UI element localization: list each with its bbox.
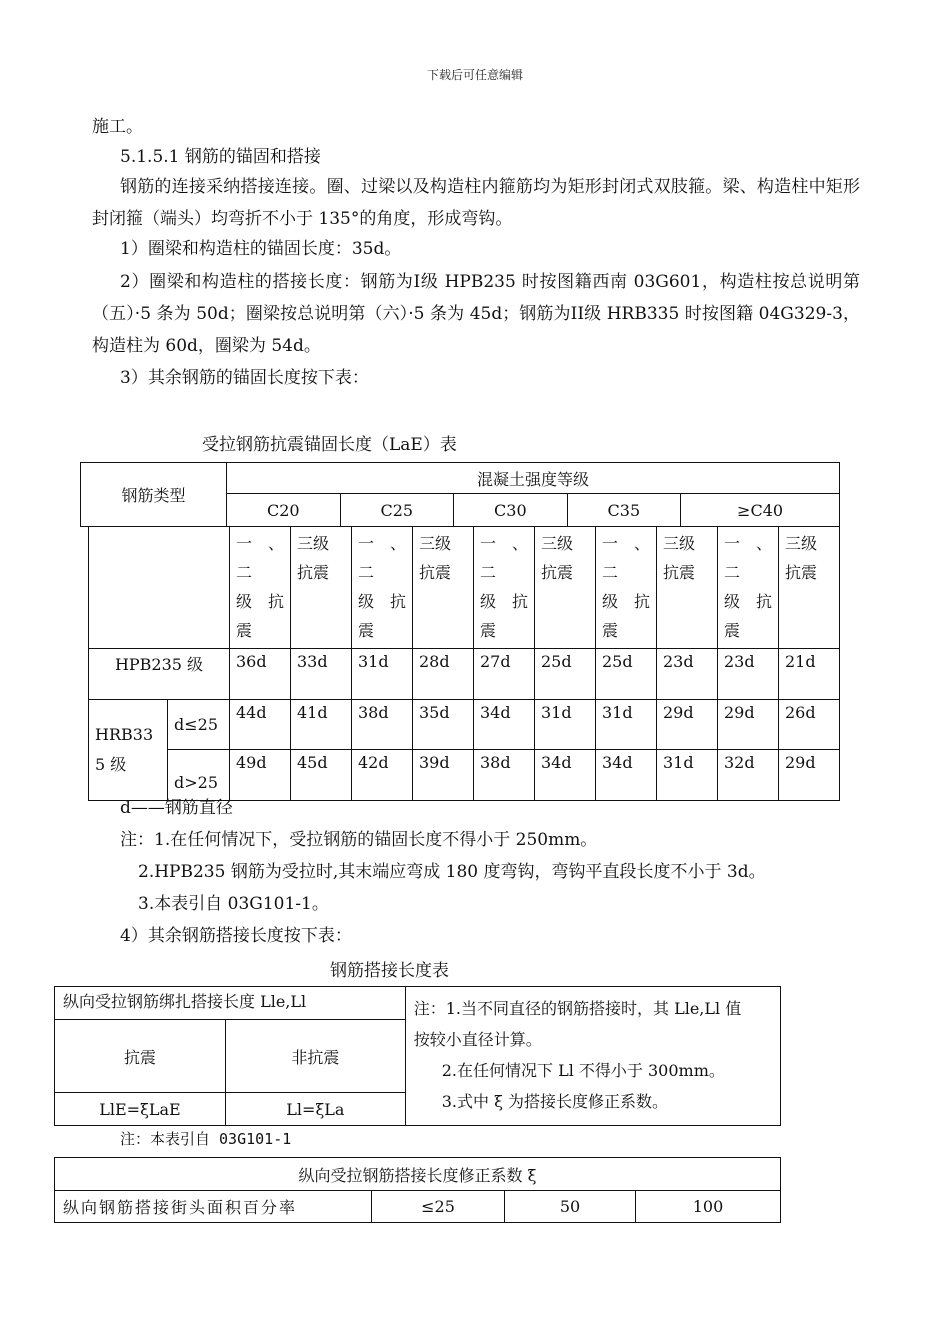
anchorage-table-header — [80, 462, 840, 527]
value-cell: 34d — [474, 700, 535, 750]
value-cell: 35d — [413, 700, 474, 750]
subhead-char: 级 — [236, 592, 253, 611]
text-line: 施工。 — [92, 117, 143, 137]
subhead-text: 三级 — [541, 534, 574, 553]
table3-label: 纵向钢筋搭接街头面积百分率 — [55, 1191, 372, 1223]
value-cell: 29d — [779, 750, 840, 801]
value-cell: 34d — [596, 750, 657, 801]
subhead-text: 抗震 — [541, 563, 574, 582]
subhead-char: 、 — [267, 534, 284, 553]
subhead-char: 级 — [602, 592, 619, 611]
value-cell: 42d — [352, 750, 413, 801]
subhead-char: 一 — [724, 534, 741, 553]
subhead-char: 二 — [602, 563, 619, 582]
subhead-cell — [291, 526, 352, 649]
text-line: 3）其余钢筋的锚固长度按下表： — [120, 368, 369, 388]
col-steel-type: 钢筋类型 — [81, 463, 227, 527]
value-cell: 39d — [413, 750, 474, 801]
subhead-char: 二 — [480, 563, 497, 582]
subhead-char: 震 — [724, 621, 741, 640]
subhead-text: 抗震 — [785, 563, 818, 582]
subhead-char: 、 — [633, 534, 650, 553]
table2-note-line: 按较小直径计算。 — [413, 1030, 542, 1049]
value-cell: 44d — [230, 700, 291, 750]
table3-value: 50 — [505, 1191, 636, 1223]
row-label-line: 5 级 — [95, 755, 127, 774]
value-cell: 36d — [230, 649, 291, 700]
subhead-char: 级 — [480, 592, 497, 611]
page-header: 下载后可任意编辑 — [426, 68, 523, 82]
subhead-char: 、 — [511, 534, 528, 553]
subhead-char: 震 — [236, 621, 253, 640]
formula-seismic: LlE=ξLaE — [55, 1093, 226, 1126]
col-seismic: 抗震 — [55, 1020, 226, 1093]
table3-value: ≤25 — [372, 1191, 505, 1223]
subhead-char: 抗 — [511, 592, 528, 611]
value-cell: 25d — [535, 649, 596, 700]
lap-length-table — [54, 986, 781, 1126]
table2-note-line: 2.在任何情况下 Ll 不得小于 300mm。 — [441, 1061, 725, 1080]
grade-c40: ≥C40 — [681, 494, 840, 527]
subhead-cell — [779, 526, 840, 649]
subhead-char: 一 — [236, 534, 253, 553]
table2-source-note: 注：本表引自 03G101-1 — [120, 1130, 292, 1148]
text-line: 1）圈梁和构造柱的锚固长度：35d。 — [120, 239, 402, 259]
subhead-cell — [535, 526, 596, 649]
value-cell: 28d — [413, 649, 474, 700]
subhead-char: 级 — [724, 592, 741, 611]
paragraph: 2）圈梁和构造柱的搭接长度：钢筋为I级 HPB235 时按图籍西南 03G601，构造柱按总说明第（五）·5 条为 50d；圈梁按总说明第（六）·5 条为 45d；钢筋为II级 HRB335 时按图籍 04G329-3，构造柱为 60d，圈梁为 54d。 — [92, 272, 860, 356]
grade-c35: C35 — [567, 494, 681, 527]
subhead-char: 震 — [602, 621, 619, 640]
grade-c20: C20 — [227, 494, 341, 527]
value-cell: 38d — [352, 700, 413, 750]
correction-coefficient-table — [54, 1157, 781, 1223]
anchorage-table-body — [88, 526, 840, 801]
subhead-text: 三级 — [663, 534, 696, 553]
row-label-hpb235: HPB235 级 — [89, 649, 230, 700]
grade-c25: C25 — [340, 494, 454, 527]
sub-label-d-le-25: d≤25 — [168, 700, 230, 750]
value-cell: 31d — [657, 750, 718, 801]
subhead-text: 抗震 — [419, 563, 452, 582]
subhead-cell — [657, 526, 718, 649]
subhead-char: 二 — [358, 563, 375, 582]
table2-note-line: 3.式中 ξ 为搭接长度修正系数。 — [441, 1092, 668, 1111]
note-4: 4）其余钢筋搭接长度按下表： — [120, 926, 352, 946]
subhead-text: 抗震 — [663, 563, 696, 582]
subhead-cell — [718, 526, 779, 649]
empty-cell — [89, 526, 230, 649]
value-cell: 29d — [657, 700, 718, 750]
table2-title: 钢筋搭接长度表 — [330, 961, 449, 981]
subhead-cell — [474, 526, 535, 649]
value-cell: 41d — [291, 700, 352, 750]
value-cell: 23d — [657, 649, 718, 700]
subhead-cell — [230, 526, 291, 649]
col-concrete-grade: 混凝土强度等级 — [227, 463, 840, 494]
grade-c30: C30 — [454, 494, 568, 527]
formula-non-seismic: Ll=ξLa — [226, 1093, 406, 1126]
note-d: d——钢筋直径 — [120, 798, 233, 818]
subhead-text: 三级 — [419, 534, 452, 553]
value-cell: 26d — [779, 700, 840, 750]
subhead-char: 一 — [602, 534, 619, 553]
value-cell: 31d — [596, 700, 657, 750]
note-3: 3.本表引自 03G101-1。 — [138, 894, 329, 914]
subhead-char: 一 — [358, 534, 375, 553]
table2-note-line: 注：1.当不同直径的钢筋搭接时，其 Lle,Ll 值 — [413, 999, 742, 1018]
table3-head: 纵向受拉钢筋搭接长度修正系数 ξ — [55, 1158, 781, 1191]
value-cell: 25d — [596, 649, 657, 700]
sub-label-d-gt-25: d>25 — [168, 750, 230, 801]
subhead-char: 抗 — [755, 592, 772, 611]
subhead-char: 震 — [480, 621, 497, 640]
subhead-char: 震 — [358, 621, 375, 640]
note-2: 2.HPB235 钢筋为受拉时,其末端应弯成 180 度弯钩，弯钩平直段长度不小于 3d。 — [138, 862, 766, 882]
table3-value: 100 — [636, 1191, 781, 1223]
subhead-cell — [413, 526, 474, 649]
value-cell: 27d — [474, 649, 535, 700]
value-cell: 21d — [779, 649, 840, 700]
subhead-cell — [596, 526, 657, 649]
table1-title: 受拉钢筋抗震锚固长度（LaE）表 — [202, 435, 457, 455]
subhead-text: 三级 — [785, 534, 818, 553]
value-cell: 32d — [718, 750, 779, 801]
subhead-char: 级 — [358, 592, 375, 611]
value-cell: 34d — [535, 750, 596, 801]
value-cell: 49d — [230, 750, 291, 801]
col-non-seismic: 非抗震 — [226, 1020, 406, 1093]
subhead-char: 二 — [236, 563, 253, 582]
value-cell: 38d — [474, 750, 535, 801]
section-heading: 5.1.5.1 钢筋的锚固和搭接 — [120, 147, 321, 167]
note-1: 注：1.在任何情况下，受拉钢筋的锚固长度不得小于 250mm。 — [120, 830, 598, 850]
value-cell: 29d — [718, 700, 779, 750]
subhead-text: 三级 — [297, 534, 330, 553]
value-cell: 33d — [291, 649, 352, 700]
row-label-hrb335 — [89, 700, 168, 801]
paragraph: 钢筋的连接采纳搭接连接。圈、过梁以及构造柱内箍筋均为矩形封闭式双肢箍。梁、构造柱中矩形封闭箍（端头）均弯折不小于 135°的角度，形成弯钩。 — [92, 177, 860, 229]
subhead-text: 抗震 — [297, 563, 330, 582]
subhead-char: 、 — [389, 534, 406, 553]
subhead-char: 抗 — [633, 592, 650, 611]
value-cell: 45d — [291, 750, 352, 801]
subhead-char: 二 — [724, 563, 741, 582]
subhead-char: 抗 — [267, 592, 284, 611]
table2-notes — [405, 987, 780, 1126]
table2-head: 纵向受拉钢筋绑扎搭接长度 Lle,Ll — [55, 987, 406, 1020]
subhead-cell — [352, 526, 413, 649]
value-cell: 31d — [535, 700, 596, 750]
value-cell: 23d — [718, 649, 779, 700]
row-label-line: HRB33 — [95, 725, 154, 744]
subhead-char: 一 — [480, 534, 497, 553]
subhead-char: 、 — [755, 534, 772, 553]
subhead-char: 抗 — [389, 592, 406, 611]
value-cell: 31d — [352, 649, 413, 700]
